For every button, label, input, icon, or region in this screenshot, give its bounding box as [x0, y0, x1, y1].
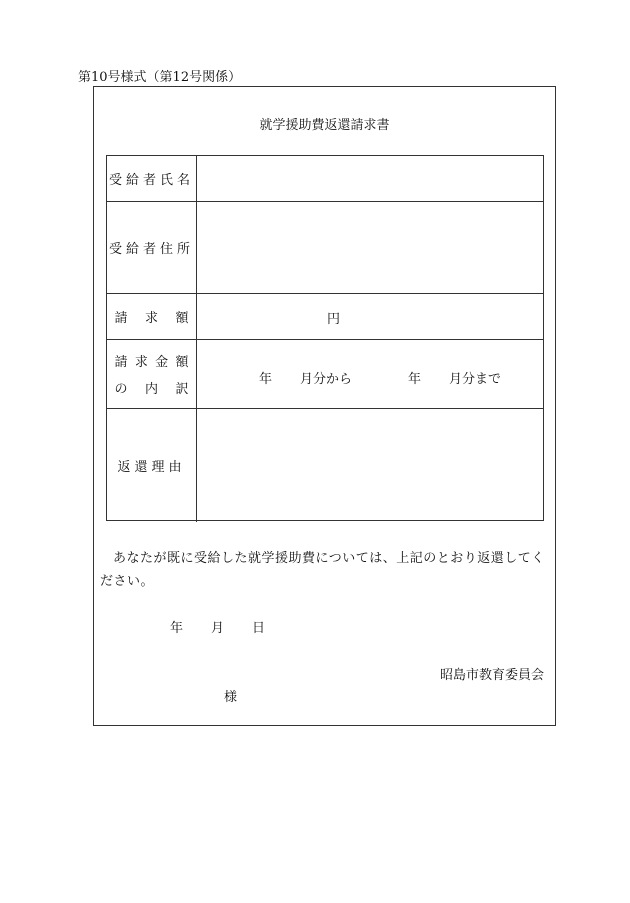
recipient-address-field[interactable]	[197, 202, 543, 293]
breakdown-period	[259, 368, 501, 387]
row-recipient-address	[107, 202, 543, 294]
row-amount	[107, 294, 543, 340]
breakdown-field[interactable]	[197, 340, 543, 408]
breakdown-to-label: 月分まで	[449, 372, 502, 387]
date-line	[170, 617, 265, 636]
breakdown-label-char: 金	[155, 355, 169, 370]
recipient-name-label: 受給者氏名	[107, 156, 197, 201]
date-month: 月	[211, 621, 225, 636]
amount-label-char: 求	[144, 311, 158, 326]
breakdown-year-to: 年	[408, 372, 422, 387]
breakdown-year-from: 年	[259, 372, 273, 387]
row-reason	[107, 409, 543, 522]
recipient-name-field[interactable]	[197, 156, 543, 201]
amount-label-char: 額	[175, 311, 189, 326]
breakdown-label-char: の	[114, 382, 128, 397]
request-table	[106, 155, 544, 521]
breakdown-label-char: 請	[114, 355, 128, 370]
row-breakdown	[107, 340, 543, 409]
issuer-name: 昭島市教育委員会	[440, 668, 545, 683]
breakdown-from-label: 月分から	[300, 372, 353, 387]
addressee-suffix: 様	[224, 690, 238, 705]
yen-unit: 円	[327, 312, 341, 327]
date-day: 日	[252, 621, 266, 636]
form-number: 第10号様式（第12号関係）	[78, 70, 242, 85]
reason-field[interactable]	[197, 409, 543, 522]
date-year: 年	[170, 621, 184, 636]
amount-label-char: 請	[114, 311, 128, 326]
breakdown-label-char: 訳	[175, 382, 189, 397]
amount-field[interactable]	[197, 294, 543, 339]
amount-label	[107, 294, 197, 339]
breakdown-label-char: 求	[134, 355, 148, 370]
body-text: あなたが既に受給した就学援助費については、上記のとおり返還してください。	[100, 551, 545, 589]
breakdown-label-char: 額	[175, 355, 189, 370]
reason-label: 返還理由	[107, 409, 197, 522]
breakdown-label	[107, 340, 197, 408]
document-title: 就学援助費返還請求書	[259, 118, 390, 133]
recipient-address-label: 受給者住所	[107, 202, 197, 293]
breakdown-label-char: 内	[144, 382, 158, 397]
row-recipient-name	[107, 156, 543, 202]
